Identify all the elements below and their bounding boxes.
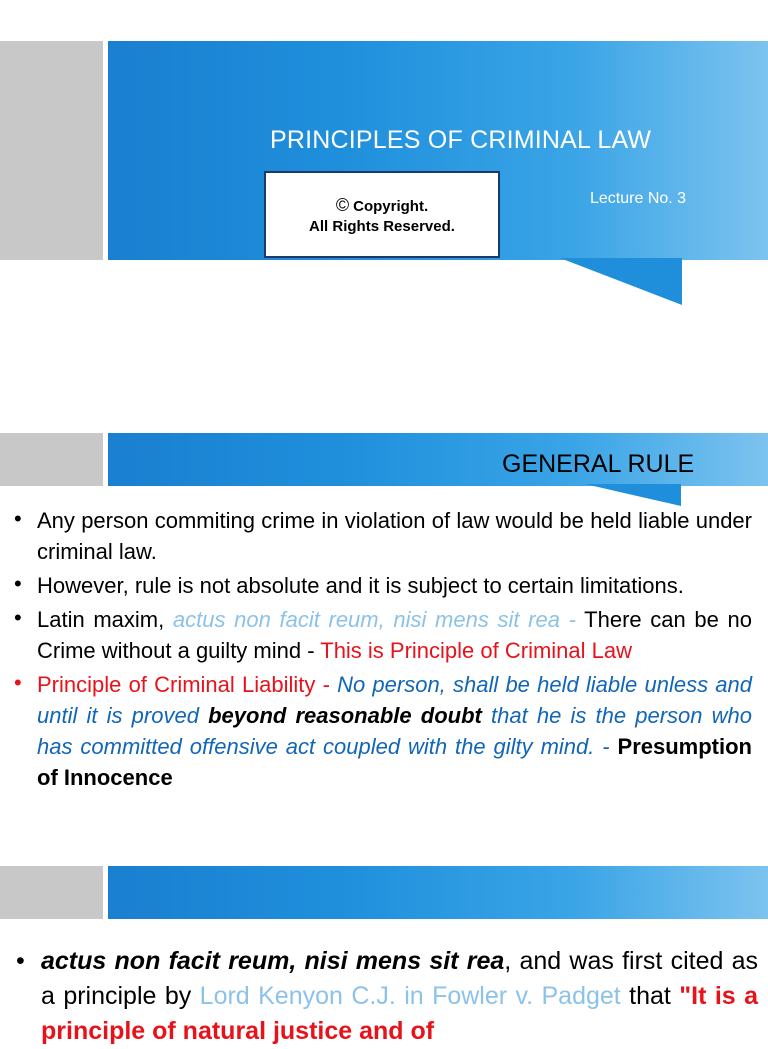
emphasis-text: beyond reasonable doubt [208,703,482,728]
bullet-text: Latin maxim, [37,607,173,632]
bullet-text: , and was first cited as a principle by [41,947,759,1010]
slide1-title: PRINCIPLES OF CRIMINAL LAW [270,126,652,154]
copyright-line1: Copyright. [353,198,429,215]
latin-maxim: actus non facit reum, nisi mens sit rea - [172,607,576,632]
list-item [0,669,752,793]
slide1-banner-tail [560,258,685,308]
copyright-box [264,171,500,258]
bullet-text: that he is the person who has committed offensive act coupled with the gilty mind. - [37,703,752,759]
bullet-icon: • [14,670,22,695]
latin-maxim: actus non facit reum, nisi mens sit rea [41,947,505,975]
slide2-grey-block [0,433,103,486]
bullet-text: that [620,982,680,1010]
bullet-icon: • [16,947,25,975]
quote-text: "It is a principle of natural justice and of [41,982,759,1045]
list-item [0,505,752,567]
bullet-icon: • [14,571,22,596]
case-citation: Lord Kenyon C.J. in Fowler v. Padget [199,982,621,1010]
bullet-icon: • [14,506,22,531]
list-item [0,604,752,666]
copyright-icon: © [335,195,350,215]
copyright-line2: All Rights Reserved. [309,218,455,235]
bullet-list [0,505,752,796]
slide3-grey-block [0,866,103,919]
slide3-text [0,944,758,1049]
bullet-text: However, rule is not absolute and it is subject to certain limitations. [37,573,684,598]
lecture-number: Lecture No. 3 [590,190,687,207]
bullet-icon: • [14,605,22,630]
presumption-label: Presumption of Innocence [37,734,752,790]
bullet-text: There can be no Crime without a guilty mind - [37,607,753,663]
slide1-grey-block [0,41,103,260]
slide2-title: GENERAL RULE [502,450,695,478]
list-item [0,570,752,601]
principle-label: This is Principle of Criminal Law [320,638,633,663]
bullet-text: Any person commiting crime in violation of law would be held liable under criminal law. [37,508,752,564]
slide3-banner [108,866,768,919]
bullet-text: No person, shall be held liable unless and until it is proved [37,672,752,728]
liability-label: Principle of Criminal Liability - [37,672,338,697]
